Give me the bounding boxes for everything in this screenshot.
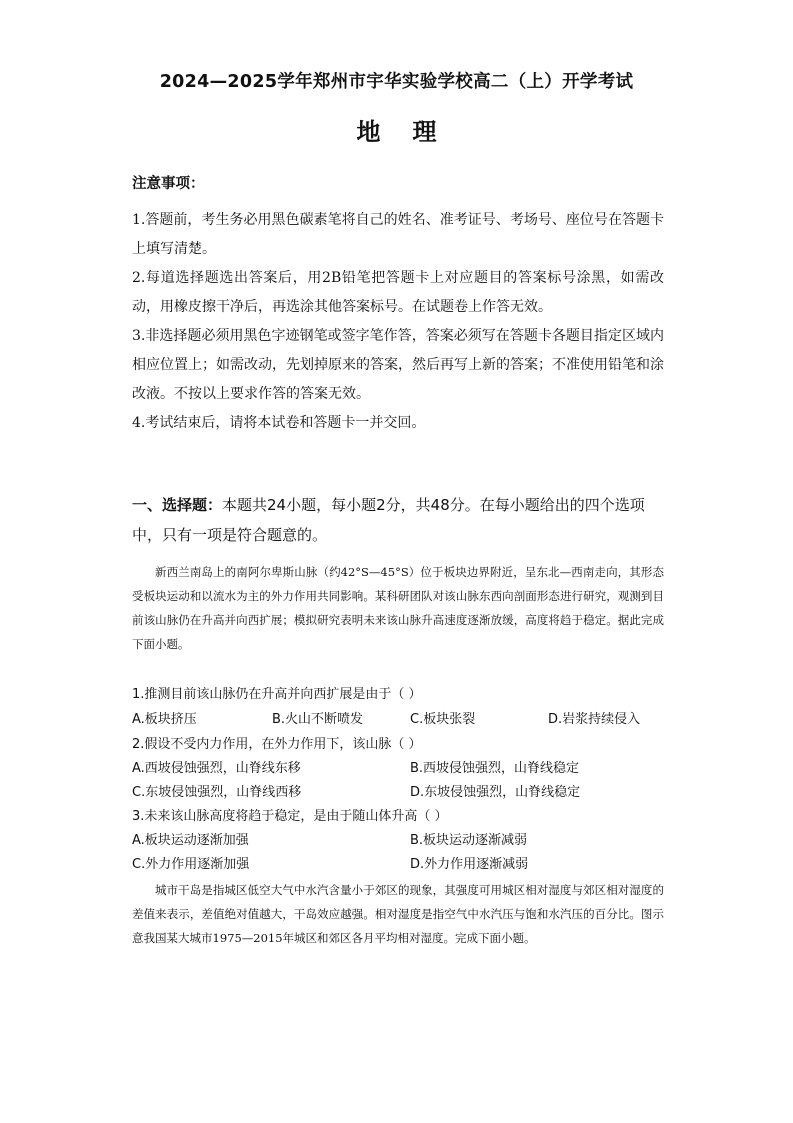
- notice-item: 1.答题前，考生务必用黑色碳素笔将自己的姓名、准考证号、考场号、座位号在答题卡上填写清楚。: [132, 212, 664, 257]
- option-a: A.板块运动逐渐加强: [132, 833, 249, 848]
- option-c: C.东坡侵蚀强烈，山脊线西移: [132, 785, 302, 800]
- exam-title: 2024—2025学年郑州市宇华实验学校高二（上）开学考试: [159, 72, 634, 92]
- notice-item: 4.考试结束后，请将本试卷和答题卡一并交回。: [132, 415, 426, 431]
- notice-item: 3.非选择题必须用黑色字迹钢笔或签字笔作答，答案必须写在答题卡各题目指定区域内相应位置上；如需改动，先划掉原来的答案，然后再写上新的答案；不准使用铅笔和涂改液。不按以上要求作答的答案无效。: [132, 328, 664, 402]
- option-a: A.板块挤压: [132, 712, 197, 727]
- material-passage-1: [132, 560, 664, 656]
- notice-list: [132, 206, 664, 438]
- option-b: B.西坡侵蚀强烈，山脊线稳定: [410, 761, 580, 776]
- option-b: B.板块运动逐渐减弱: [410, 833, 528, 848]
- option-d: D.外力作用逐渐减弱: [410, 857, 529, 872]
- option-b: B.火山不断喷发: [272, 712, 364, 727]
- material-text: 新西兰南岛上的南阿尔卑斯山脉（约42°S—45°S）位于板块边界附近，呈东北—西南走向，其形态受板块运动和以流水为主的外力作用共同影响。某科研团队对该山脉东西向剖面形态进行研究，观测到目前该山脉仍在升高并向西扩展；模拟研究表明未来该山脉升高速度逐渐放缓，高度将趋于稳定。据此完成下面小题。: [132, 565, 664, 651]
- question-stem: 3.未来该山脉高度将趋于稳定，是由于随山体升高（ ）: [132, 809, 448, 824]
- material-text: 城市干岛是指城区低空大气中水汽含量小于郊区的现象，其强度可用城区相对湿度与郊区相对湿度的差值来表示，差值绝对值越大，干岛效应越强。相对湿度是指空气中水汽压与饱和水汽压的百分比。图示意我国某大城市1975—2015年城区和郊区各月平均相对湿度。完成下面小题。: [132, 883, 664, 945]
- notice-item: 2.每道选择题选出答案后，用2B铅笔把答题卡上对应题目的答案标号涂黑，如需改动，用橡皮擦干净后，再选涂其他答案标号。在试题卷上作答无效。: [132, 270, 664, 315]
- section-heading: [132, 490, 672, 550]
- option-d: D.东坡侵蚀强烈，山脊线稳定: [410, 785, 581, 800]
- question-stem: 1.推测目前该山脉仍在升高并向西扩展是由于（ ）: [132, 687, 422, 702]
- option-c: C.板块张裂: [410, 712, 476, 727]
- notice-heading: 注意事项：: [132, 176, 205, 192]
- option-d: D.岩浆持续侵入: [548, 712, 641, 727]
- question-stem: 2.假设不受内力作用，在外力作用下，该山脉（ ）: [132, 737, 422, 752]
- section-instructions: 本题共24小题，每小题2分，共48分。在每小题给出的四个选项中，只有一项是符合题意的。: [132, 496, 645, 544]
- option-c: C.外力作用逐渐加强: [132, 857, 250, 872]
- option-a: A.西坡侵蚀强烈，山脊线东移: [132, 761, 301, 776]
- section-label: 一、选择题：: [132, 496, 223, 514]
- material-passage-2: [132, 878, 664, 950]
- subject-title: 地理: [356, 118, 469, 146]
